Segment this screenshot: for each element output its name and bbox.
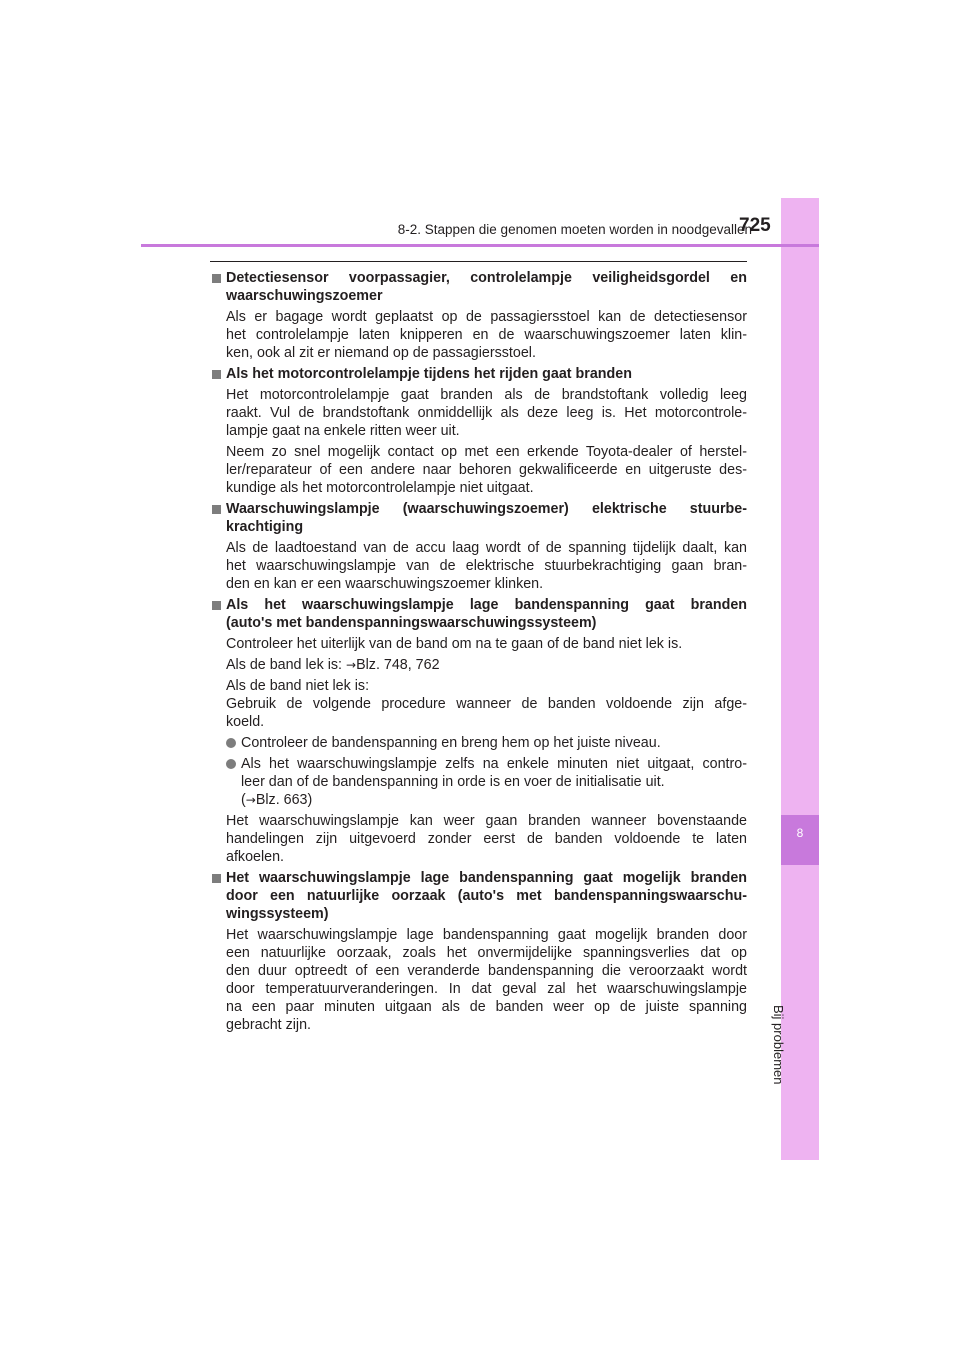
section-passenger-sensor <box>210 269 747 362</box>
arrow-right-icon: → <box>346 658 357 672</box>
header-section-title: 8-2. Stappen die genomen moeten worden in noodgevallen <box>397 222 752 237</box>
square-bullet-icon <box>212 874 221 883</box>
section-heading: Als het waarschuwingslampje lage bandenspanning gaat branden (auto's met bandenspanningswaarschuwingssysteem) <box>210 596 747 632</box>
chapter-number: 8 <box>796 826 804 840</box>
chapter-title: Bij problemen <box>771 1005 786 1085</box>
paragraph: Als er bagage wordt geplaatst op de passagiersstoel kan de detectiesensor het controlelampje laten knipperen en de waarschuwingszoemer laten klin- ken, ook al zit er niemand op de passagiersstoel. <box>226 309 747 361</box>
section-engine-light <box>210 365 747 497</box>
paragraph: Controleer het uiterlijk van de band om na te gaan of de band niet lek is. <box>226 636 683 652</box>
paragraph: Neem zo snel mogelijk contact op met een erkende Toyota-dealer of herstel- ler/reparateur of een andere naar behoren gekwalificeerde en uitgeruste des- kundige als het motorcontrolelampje niet uitgaat. <box>226 444 747 496</box>
chapter-side-tab <box>781 198 819 1160</box>
page-content <box>210 269 747 1037</box>
list-item: Als het waarschuwingslampje zelfs na enkele minuten niet uitgaat, contro- leer dan of de bandenspanning in orde is en voer de initialisatie uit. (→Blz. 663) <box>210 755 747 809</box>
page-number: 725 <box>739 215 771 236</box>
section-power-steering <box>210 500 747 593</box>
square-bullet-icon <box>212 505 221 514</box>
section-heading: Als het motorcontrolelampje tijdens het rijden gaat branden <box>210 365 747 383</box>
paragraph: Het waarschuwingslampje lage bandenspanning gaat mogelijk branden door een natuurlijke oorzaak, zoals het onvermijdelijke spanningsverlies dat op den duur optreedt of een veranderde bandenspanning die veroorzaakt wordt door temperatuurveranderingen. In dat geval zal het waarschuwingslampje na een paar minuten uitgaan als de banden weer op de juiste spanning gebracht zijn. <box>226 927 747 1033</box>
square-bullet-icon <box>212 370 221 379</box>
section-heading: Waarschuwingslampje (waarschuwingszoemer) elektrische stuurbe- krachtiging <box>210 500 747 536</box>
section-heading: Het waarschuwingslampje lage bandenspanning gaat mogelijk branden door een natuurlijke oorzaak (auto's met bandenspanningswaarschu- wingssysteem) <box>210 869 747 923</box>
square-bullet-icon <box>212 274 221 283</box>
page-reference-link[interactable]: Blz. 748, 762 <box>356 657 440 673</box>
section-natural-cause <box>210 869 747 1034</box>
arrow-right-icon: → <box>245 793 256 807</box>
round-bullet-icon <box>226 759 236 769</box>
paragraph: Het waarschuwingslampje kan weer gaan branden wanneer bovenstaande handelingen zijn uitgevoerd zonder eerst de banden voldoende te laten afkoelen. <box>226 813 747 865</box>
header-rule <box>141 244 819 247</box>
round-bullet-icon <box>226 738 236 748</box>
content-top-rule <box>210 261 747 262</box>
page-reference-link[interactable]: Blz. 663) <box>255 792 313 808</box>
section-heading: Detectiesensor voorpassagier, controlelampje veiligheidsgordel en waarschuwingszoemer <box>210 269 747 305</box>
paragraph: Het motorcontrolelampje gaat branden als de brandstoftank volledig leeg raakt. Vul de brandstoftank onmiddellijk als deze leeg is. Het motorcontrole- lampje gaat na enkele ritten weer uit. <box>226 387 747 439</box>
paragraph: Als de band niet lek is: Gebruik de volgende procedure wanneer de banden voldoende zijn afge- koeld. <box>226 678 747 730</box>
paragraph-leak-reference: Als de band lek is: →Blz. 748, 762 <box>226 657 440 673</box>
square-bullet-icon <box>212 601 221 610</box>
paragraph: Als de laadtoestand van de accu laag wordt of de spanning tijdelijk daalt, kan het waarschuwingslampje van de elektrische stuurbekrachtiging gaan bran- den en kan er een waarschuwingszoemer klinken. <box>226 540 747 592</box>
section-tire-pressure-light <box>210 596 747 866</box>
chapter-number-block <box>781 815 819 865</box>
list-item: Controleer de bandenspanning en breng hem op het juiste niveau. <box>210 734 747 752</box>
